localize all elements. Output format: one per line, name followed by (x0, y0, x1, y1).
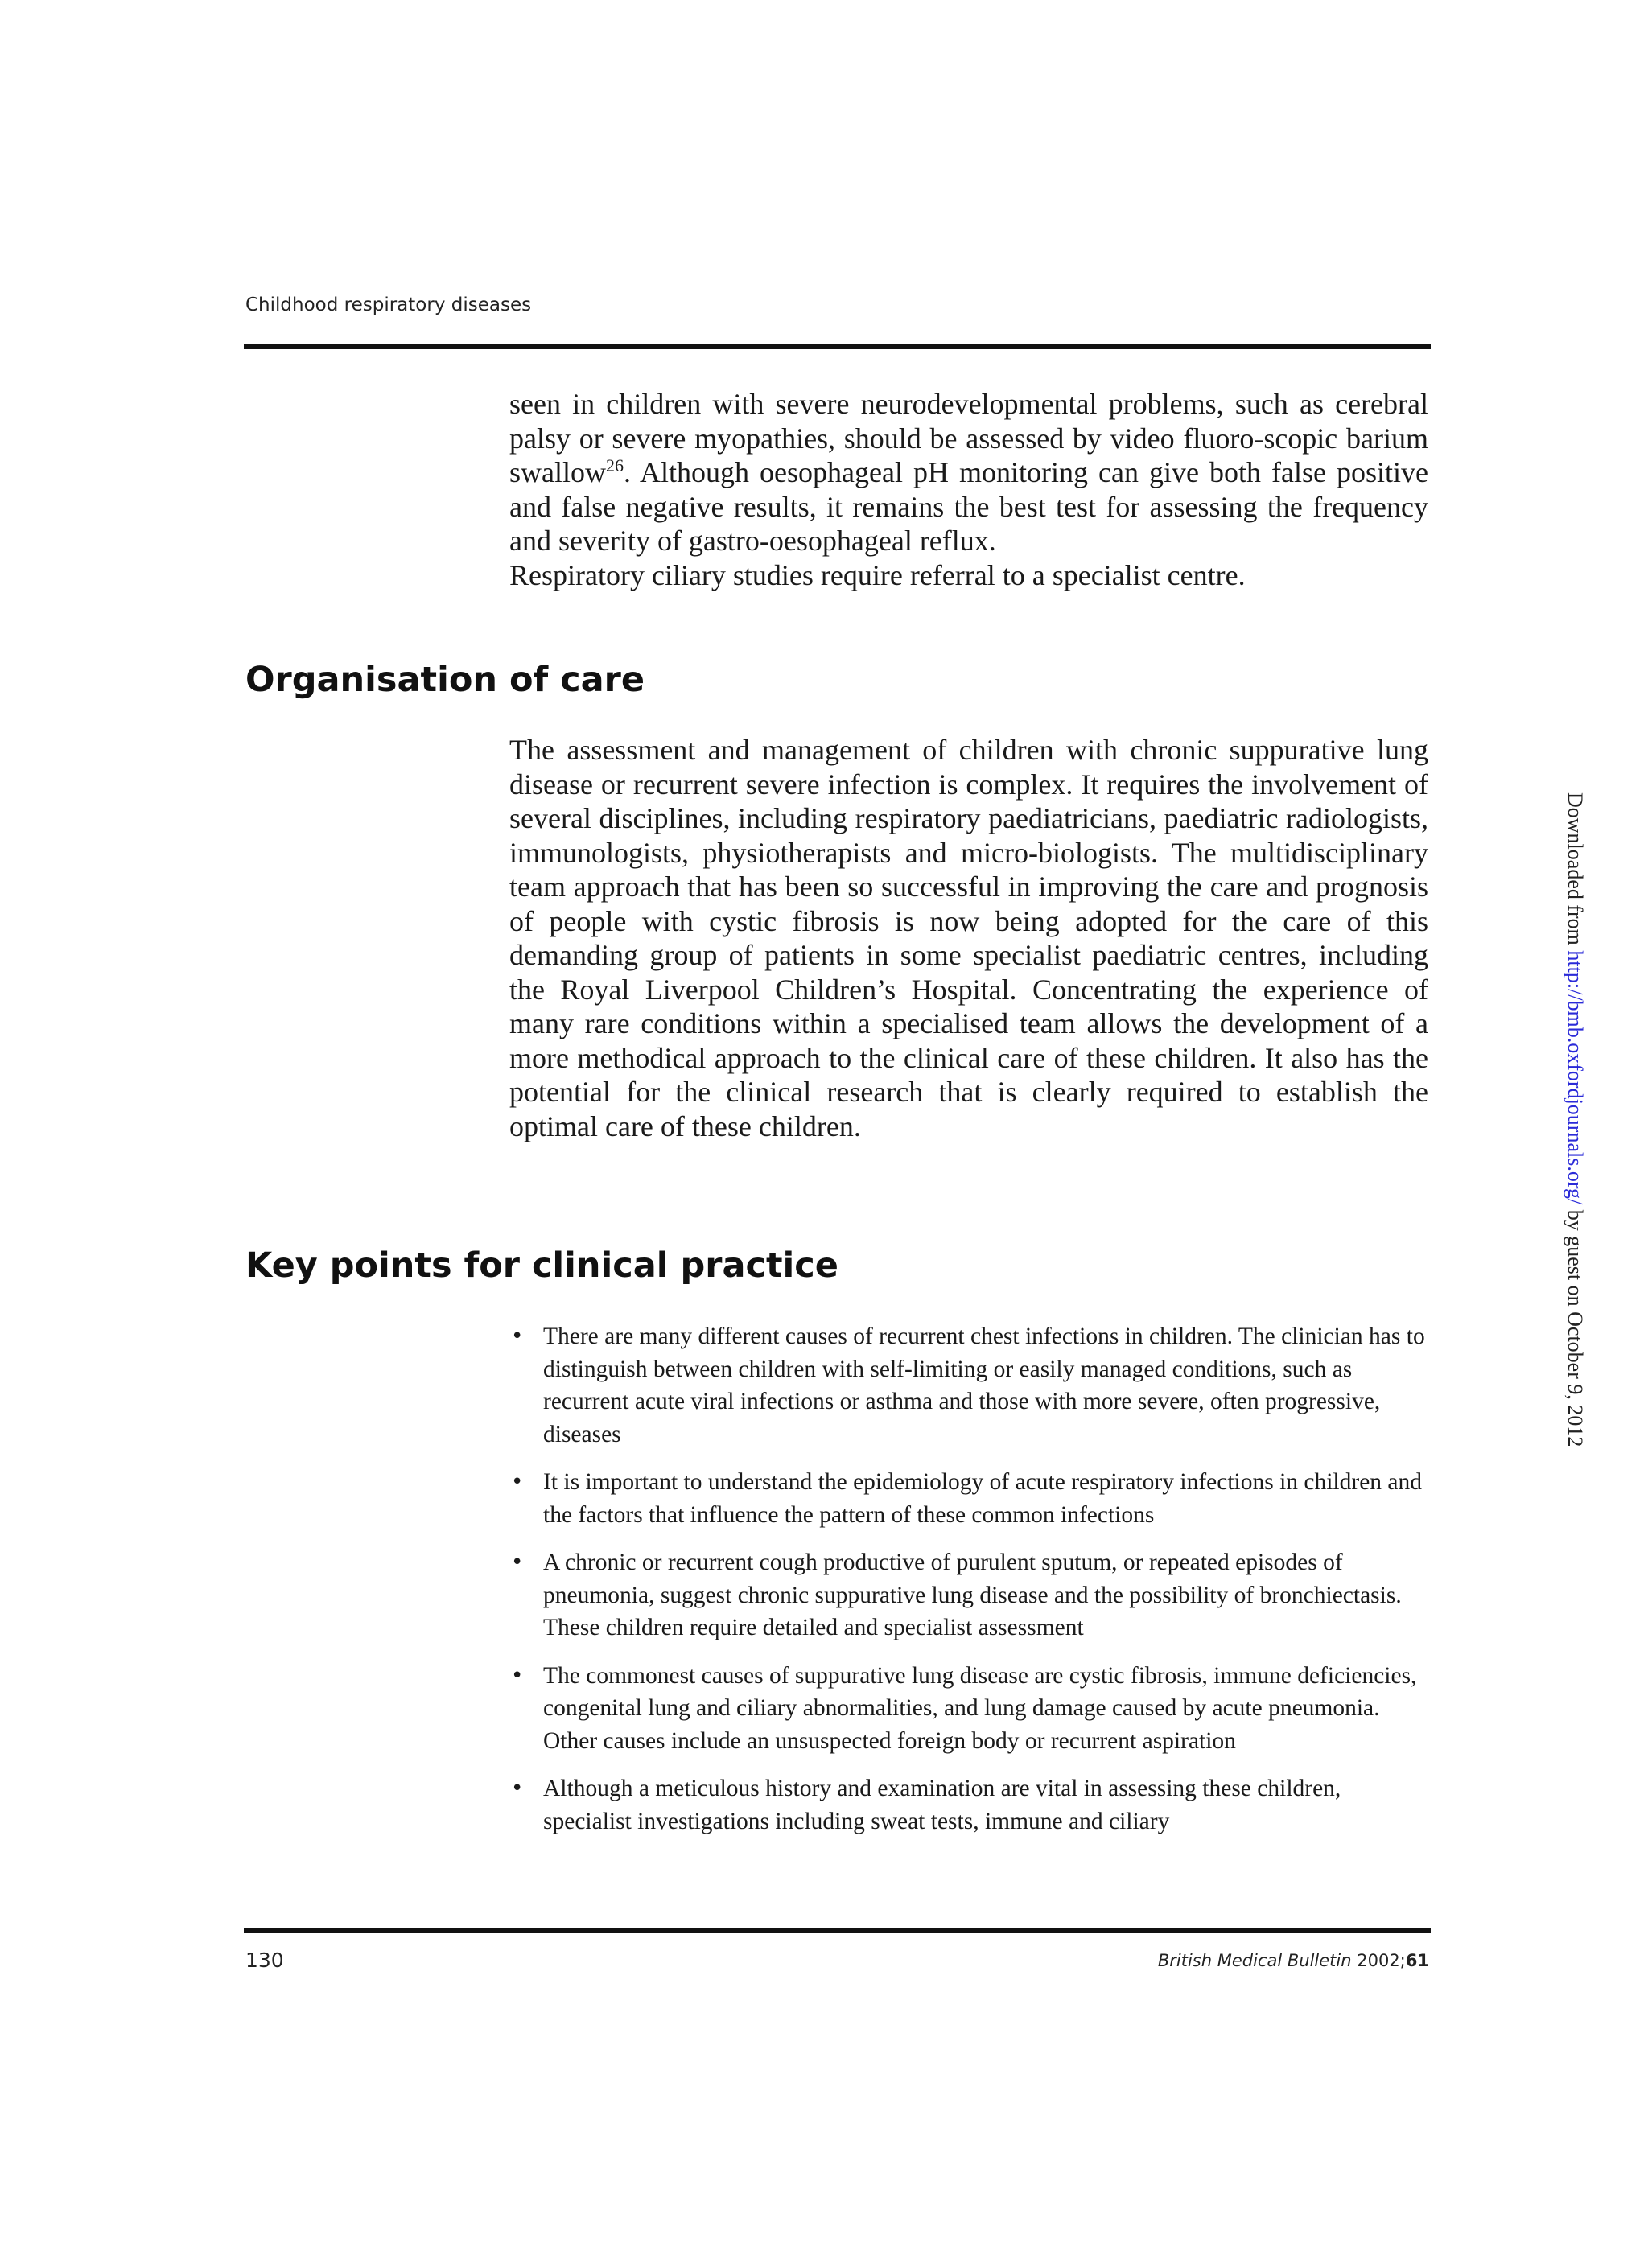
section-heading-organisation-of-care: Organisation of care (245, 660, 645, 700)
reference-superscript: 26 (606, 455, 624, 475)
list-item-text: The commonest causes of suppurative lung disease are cystic fibrosis, immune deficiencies, congenital lung and ciliary abnormalities, and lung damage caused by acute pneumonia. Other causes include an unsuspected foreign body or recurrent aspiration (543, 1662, 1417, 1754)
header-rule (244, 344, 1431, 349)
journal-citation (1158, 1951, 1429, 1970)
download-watermark (1563, 792, 1587, 1447)
intro-text: seen in children with severe neurodevelopmental problems, such as cerebral palsy or severe myopathies, should be assessed by video fluoro-scopic barium swallow (509, 388, 1428, 488)
running-head: Childhood respiratory diseases (245, 294, 532, 315)
journal-link[interactable]: http://bmb.oxfordjournals.org/ (1564, 950, 1587, 1205)
journal-volume: 61 (1405, 1951, 1429, 1970)
journal-title: British Medical Bulletin (1157, 1951, 1352, 1970)
list-item (509, 1660, 1428, 1758)
bullet-icon: • (511, 1663, 524, 1688)
bullet-icon: • (511, 1470, 524, 1494)
key-points-list (509, 1320, 1428, 1853)
bullet-icon: • (511, 1324, 524, 1348)
intro-last-line: Respiratory ciliary studies require referral to a specialist centre. (509, 558, 1246, 591)
list-item-text: A chronic or recurrent cough productive of purulent sputum, or repeated episodes of pneumonia, suggest chronic suppurative lung disease and the possibility of bronchiectasis. These children require detailed and specialist assessment (543, 1550, 1402, 1640)
intro-text-continued: . Although oesophageal pH monitoring can give both false positive and false negative results, it remains the best test for assessing the frequency and severity of gastro-oesophageal reflux. (509, 456, 1428, 557)
list-item (509, 1320, 1428, 1451)
footer-rule (244, 1928, 1431, 1933)
download-suffix: by guest on October 9, 2012 (1564, 1204, 1587, 1447)
journal-year: 2002; (1357, 1951, 1406, 1970)
list-item-text: There are many different causes of recurrent chest infections in children. The clinician has to distinguish between children with self-limiting or easily managed conditions, such as recurrent acute viral infections or asthma and those with more severe, often progressive, diseases (543, 1323, 1425, 1447)
care-paragraph: The assessment and management of children with chronic suppurative lung disease or recurrent severe infection is complex. It requires the involvement of several disciplines, including respiratory paediatricians, paediatric radiologists, immunologists, physiotherapists and micro-biologists. The multidisciplinary team approach that has been so successful in improving the care and prognosis of people with cystic fibrosis is now being adopted for the care of this demanding group of patients in some specialist paediatric centres, including the Royal Liverpool Children’s Hospital. Concentrating the experience of many rare conditions within a specialised team allows the development of a more methodical approach to the clinical care of these children. It also has the potential for the clinical research that is clearly required to establish the optimal care of these children. (509, 734, 1428, 1142)
list-item-text: It is important to understand the epidemiology of acute respiratory infections in children and the factors that influence the pattern of these common infections (543, 1469, 1423, 1528)
page-number: 130 (245, 1949, 284, 1972)
bullet-icon: • (511, 1776, 524, 1801)
download-prefix: Downloaded from (1564, 792, 1587, 951)
intro-paragraph (509, 387, 1428, 592)
section-heading-key-points: Key points for clinical practice (245, 1245, 838, 1286)
list-item (509, 1546, 1428, 1644)
list-item-text: Although a meticulous history and examination are vital in assessing these children, specialist investigations including sweat tests, immune and ciliary (543, 1776, 1341, 1834)
list-item (509, 1466, 1428, 1531)
bullet-icon: • (511, 1550, 524, 1574)
list-item (509, 1772, 1428, 1838)
